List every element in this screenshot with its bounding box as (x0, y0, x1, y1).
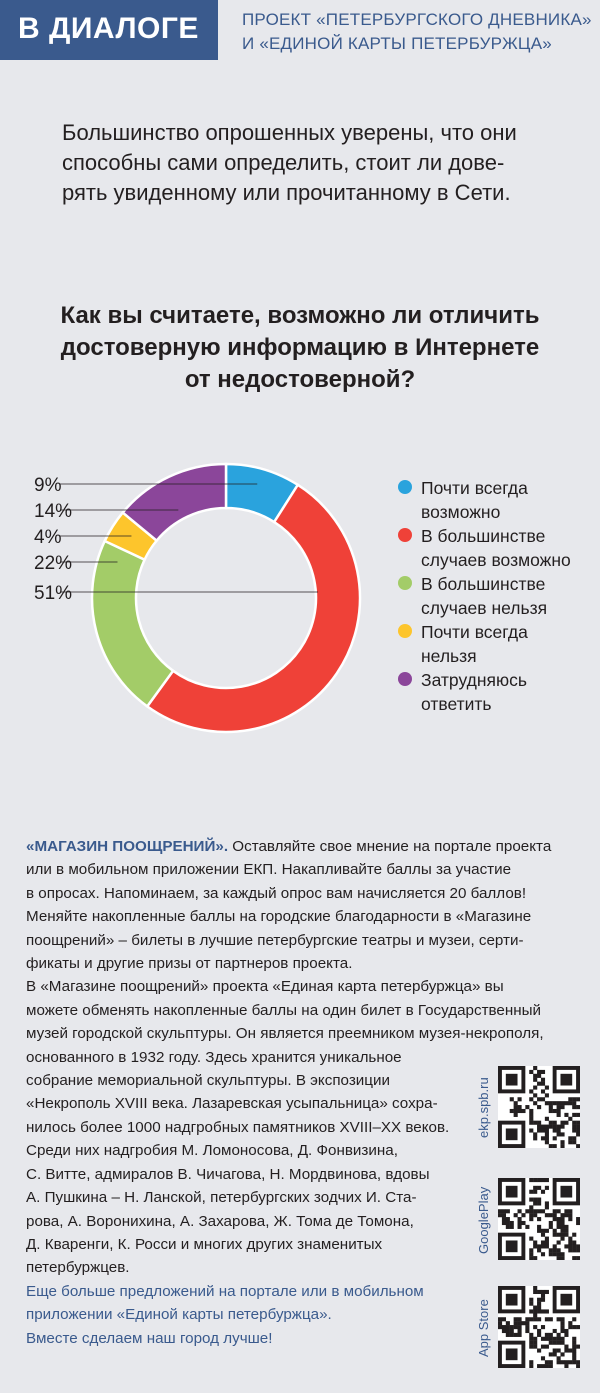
chart-title-line: Как вы считаете, возможно ли отличить (60, 302, 540, 329)
article-line: или в мобильном приложении ЕКП. Накапливайте баллы за участие (26, 861, 512, 879)
project-line-2: И «ЕДИНОЙ КАРТЫ ПЕТЕРБУРЖЦА» (242, 34, 552, 53)
qr-label: GooglePlay (476, 1186, 491, 1254)
lead-line: способны сами определить, стоит ли дове- (62, 150, 505, 175)
qr-code-icon[interactable] (498, 1178, 580, 1260)
article-line: можете обменять накопленные баллы на один билет в Государственный (26, 1001, 542, 1019)
article-line: Д. Кваренги, К. Росси и многих других знаменитых (26, 1235, 383, 1253)
article-line: собрание мемориальной скульптуры. В экспозиции (26, 1072, 390, 1090)
article-line: Среди них надгробия М. Ломоносова, Д. Фонвизина, (26, 1142, 398, 1160)
legend-swatch (398, 672, 412, 686)
article-line: петербуржцев. (26, 1259, 130, 1277)
lead-line: рять увиденному или прочитанному в Сети. (62, 180, 511, 205)
qr-block-appstore[interactable] (476, 1286, 586, 1370)
legend-item-hard-to-answer (398, 668, 598, 716)
legend-label: Затрудняюсь ответить (421, 670, 527, 714)
article-line: А. Пушкина – Н. Ланской, петербургских зодчих И. Ста- (26, 1189, 417, 1207)
header (0, 0, 600, 64)
article-cta-line: Вместе сделаем наш город лучше! (26, 1329, 273, 1347)
qr-code-icon[interactable] (498, 1286, 580, 1368)
legend-label: В большинстве случаев нельзя (421, 574, 548, 618)
legend-swatch (398, 576, 412, 590)
legend-item-almost-always-impossible (398, 620, 598, 668)
donut-chart (0, 450, 390, 750)
article-line: «Некрополь XVIII века. Лазаревская усыпальница» сохра- (26, 1095, 438, 1113)
legend-item-mostly-possible (398, 524, 598, 572)
article-line: фикаты и другие призы от партнеров проекта. (26, 955, 353, 973)
article-line: «МАГАЗИН ПООЩРЕНИЙ». Оставляйте свое мнение на портале проекта (26, 838, 552, 855)
data-label: 22% (34, 553, 73, 574)
article-line: нилось более 1000 надгробных памятников XVIII–XX веков. (26, 1118, 450, 1136)
legend-item-almost-always-possible (398, 476, 598, 524)
chart-title-line: достоверную информацию в Интернете (60, 334, 540, 361)
project-caption (242, 8, 592, 56)
data-label: 4% (34, 527, 62, 548)
legend-swatch (398, 480, 412, 494)
lead-paragraph (62, 118, 572, 208)
qr-block-ekp[interactable] (476, 1066, 586, 1150)
article-line: Меняйте накопленные баллы на городские благодарности в «Магазине (26, 908, 532, 926)
qr-label: App Store (476, 1299, 491, 1357)
legend-swatch (398, 528, 412, 542)
qr-block-googleplay[interactable] (476, 1178, 586, 1262)
chart-legend (398, 476, 598, 716)
legend-label: Почти всегда возможно (421, 478, 528, 522)
legend-item-mostly-impossible (398, 572, 598, 620)
article-line: основанного в 1932 году. Здесь хранится уникальное (26, 1048, 402, 1066)
article-heading: «МАГАЗИН ПООЩРЕНИЙ». (26, 838, 229, 855)
qr-code-icon[interactable] (498, 1066, 580, 1148)
article-line: рова, А. Воронихина, А. Захарова, Ж. Тома де Томона, (26, 1212, 414, 1230)
chart-title (0, 300, 600, 396)
article-cta-line: Еще больше предложений на портале или в мобильном (26, 1282, 424, 1300)
legend-label: Почти всегда нельзя (421, 622, 528, 666)
legend-swatch (398, 624, 412, 638)
article-line: музей городской скульптуры. Он является преемником музея-некрополя, (26, 1025, 544, 1043)
data-label: 14% (34, 501, 73, 522)
article-line: поощрений» – билеты в лучшие петербургские театры и музеи, серти- (26, 931, 524, 949)
data-label: 9% (34, 475, 62, 496)
project-line-1: ПРОЕКТ «ПЕТЕРБУРГСКОГО ДНЕВНИКА» (242, 10, 592, 29)
article-line: В «Магазине поощрений» проекта «Единая карта петербуржца» вы (26, 978, 504, 996)
section-badge: В ДИАЛОГЕ (0, 0, 218, 60)
qr-label: ekp.spb.ru (476, 1077, 491, 1139)
article-line: в опросах. Напоминаем, за каждый опрос вам начисляется 20 баллов! (26, 884, 527, 902)
data-label: 51% (34, 583, 73, 604)
donut-slice-mostly-impossible (92, 541, 173, 706)
chart-title-line: от недостоверной? (184, 366, 416, 393)
legend-label: В большинстве случаев возможно (421, 526, 571, 570)
article-cta-line: приложении «Единой карты петербуржца». (26, 1306, 332, 1324)
lead-line: Большинство опрошенных уверены, что они (62, 120, 517, 145)
article-line: С. Витте, адмиралов В. Чичагова, Н. Мордвинова, вдовы (26, 1165, 430, 1183)
